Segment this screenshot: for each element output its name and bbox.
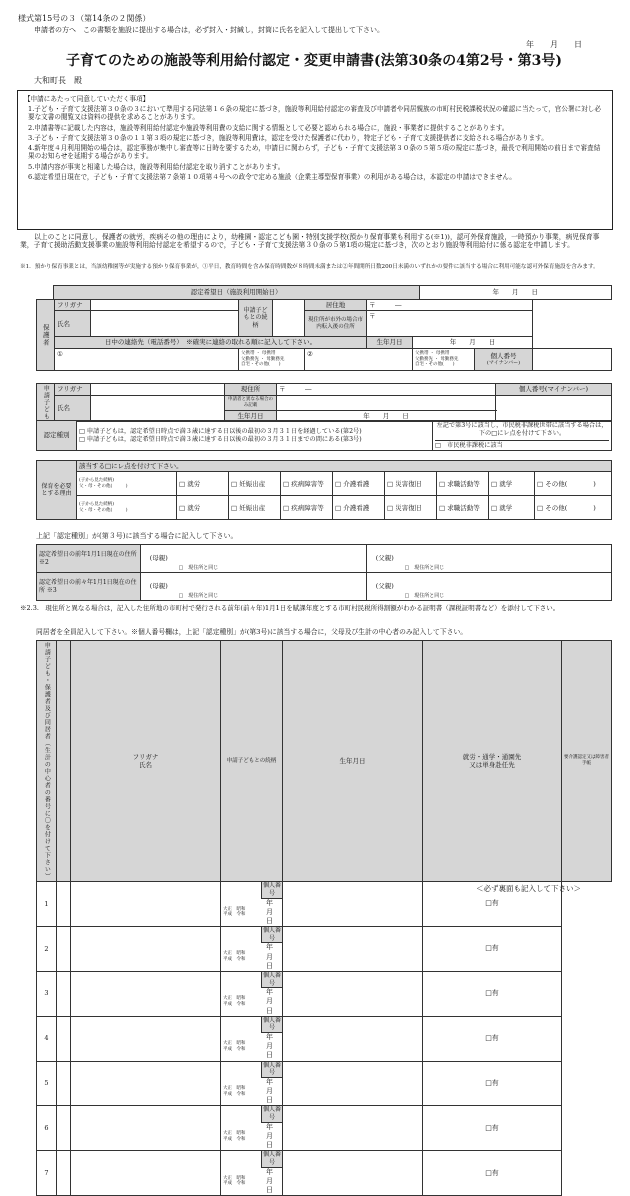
member-care-checkbox[interactable]: □有 bbox=[423, 926, 562, 971]
residence-section bbox=[36, 544, 612, 601]
contact-2-options: 父携帯 ・ 母携帯 父勤務先 ・ 母勤務先 自宅・その他( ) bbox=[413, 348, 475, 370]
mynumber-label bbox=[475, 348, 533, 370]
member-birth-cell bbox=[221, 882, 287, 927]
reason-illness-checkbox[interactable]: □ 疾病障害等 bbox=[281, 472, 333, 496]
member-care-checkbox[interactable]: □有 bbox=[423, 971, 562, 1016]
type-label: 認定種別 bbox=[37, 421, 77, 451]
outside-address-label: 現住所が市外の場合市内転入後の住所 bbox=[305, 311, 367, 337]
member-mynumber-label: 個人番号 bbox=[262, 882, 281, 897]
member-mynumber-label: 個人番号 bbox=[262, 1061, 281, 1077]
household-table bbox=[36, 640, 612, 1196]
consent-item: 3.子ども・子育て支援法第３０条の１１第３項の規定に基づき，施設等利用費は，認定を受けた保護者に代わり，特定子ども・子育て支援提供者に支給される場合があります。 bbox=[28, 133, 548, 142]
member-care-checkbox[interactable]: □有 bbox=[423, 1016, 562, 1061]
member-relation-input[interactable] bbox=[71, 926, 221, 971]
address-input[interactable]: 〒 ― bbox=[367, 300, 533, 311]
member-care-checkbox[interactable]: □有 bbox=[423, 1106, 562, 1151]
number-header bbox=[57, 641, 71, 882]
name-label: 氏名 bbox=[55, 311, 91, 337]
consent-item: 6.認定希望日現在で，子ども・子育て支援法第７条第１０項第４号への政令で定める施設（企業主導型保育事業）の利用がある場合は，本認定の申請はできません。 bbox=[28, 172, 516, 181]
member-relation-input[interactable] bbox=[71, 1151, 221, 1196]
reason-illness-checkbox[interactable]: □ 疾病障害等 bbox=[281, 496, 333, 520]
name-header: フリガナ 氏名 bbox=[71, 641, 221, 882]
residence-heading: 上記「認定種別」が(第３号)に該当する場合に記入して下さい。 bbox=[36, 532, 238, 540]
child-birthdate-input[interactable]: 年 月 日 bbox=[277, 410, 496, 421]
reason-school-checkbox[interactable]: □ 就学 bbox=[489, 496, 535, 520]
father-label: (父親) bbox=[367, 545, 403, 573]
type-2-checkbox[interactable]: □ 申請子どもは，認定希望日時点で満３歳に達する日以後の最初の３月３１日を経過している(第2号) bbox=[79, 427, 362, 435]
reason-other-checkbox[interactable]: □ その他( ) bbox=[535, 496, 612, 520]
type-3-checkbox[interactable]: □ 申請子どもは，認定希望日時点で満３歳に達する日以後の最初の３月３１日までの間にある(第3号) bbox=[79, 435, 362, 443]
child-mynumber-label: 個人番号(マイナンバー) bbox=[496, 384, 612, 396]
row-number: 7 bbox=[37, 1151, 57, 1196]
member-birth-cell bbox=[221, 926, 287, 971]
member-name-input[interactable] bbox=[57, 926, 71, 971]
member-birthdate-input[interactable]: 年 月 日 bbox=[266, 943, 287, 970]
member-birthdate-input[interactable]: 年 月 日 bbox=[266, 988, 287, 1015]
footer-note: ＜必ず裏面も記入して下さい＞ bbox=[476, 884, 581, 893]
date-line: 年 月 日 bbox=[526, 40, 582, 49]
row-number: 2 bbox=[37, 926, 57, 971]
era-options: 大正 昭和 平成 令和 bbox=[223, 1130, 246, 1142]
member-mynumber-label: 個人番号 bbox=[262, 971, 281, 987]
mother-residence-2-input[interactable]: □ 現住所と同じ bbox=[177, 573, 367, 601]
member-birthdate-input[interactable]: 年 月 日 bbox=[266, 898, 287, 925]
child-address-input[interactable]: 〒 ― bbox=[277, 384, 496, 396]
household-row bbox=[37, 1016, 612, 1061]
member-care-checkbox[interactable]: □有 bbox=[423, 882, 562, 927]
wish-date-label: 認定希望日（施設利用開始日） bbox=[53, 286, 419, 300]
household-side-label: 申請子ども・保護者及び同居者（生計の中心者の番号に〇を付けて下さい） bbox=[37, 641, 57, 882]
era-options: 大正 昭和 平成 令和 bbox=[223, 1086, 246, 1097]
application-table bbox=[36, 285, 612, 300]
child-furigana-input[interactable] bbox=[91, 384, 225, 396]
child-birthdate-label: 生年月日 bbox=[225, 410, 277, 421]
submit-note: 申請者の方へ この書類を施設に提出する場合は，必ず封入・封緘し，封筒に氏名を記入して提出して下さい。 bbox=[34, 26, 384, 34]
member-job-input[interactable] bbox=[283, 1151, 423, 1196]
reason-label: 保育を必要とする理由 bbox=[37, 461, 77, 520]
guardian-furigana-input[interactable] bbox=[91, 300, 239, 311]
member-job-input[interactable] bbox=[283, 971, 423, 1016]
member-care-checkbox[interactable]: □有 bbox=[423, 1151, 562, 1196]
member-birth-cell bbox=[221, 1061, 287, 1106]
outside-address-input[interactable]: 〒 bbox=[367, 311, 533, 337]
note-1: ※1．預かり保育事業とは，当該幼稚園等が実施する預かり保育事業が，①平日，教育時間を含み保育時間数が８時間未満または②年間開所日数200日未満のいずれかの要件に該当する場合に利用可能な認可外保育施設を含みます。 bbox=[20, 264, 599, 270]
row-number: 6 bbox=[37, 1106, 57, 1151]
member-birthdate-input[interactable]: 年 月 日 bbox=[266, 1167, 287, 1195]
child-label: 申請子ども bbox=[37, 384, 55, 422]
contact-2-marker: ② bbox=[307, 349, 313, 358]
household-row bbox=[37, 971, 612, 1016]
member-mynumber-label: 個人番号 bbox=[262, 926, 281, 942]
consent-item: 4.新年度４月利用開始の場合は，認定事務が集中し審査等に日時を要するため，申請日に関わらず，子ども・子育て支援法第３０条の５第５項の規定に基づき，最長で利用開始の前日まで審査結果のお知らせを延期する場合があります。 bbox=[28, 144, 601, 161]
child-mynumber-input[interactable] bbox=[496, 396, 612, 422]
row-number: 1 bbox=[37, 882, 57, 927]
member-birth-cell bbox=[221, 1151, 287, 1196]
reason-section bbox=[36, 460, 612, 520]
guardian-mynumber-input[interactable] bbox=[533, 348, 612, 370]
mother-label: (母親) bbox=[141, 545, 177, 573]
era-options: 大正 昭和 平成 令和 bbox=[223, 996, 246, 1007]
care-header: 要介護認定又は障害者手帳 bbox=[562, 641, 612, 882]
row-number: 5 bbox=[37, 1061, 57, 1106]
row-number: 4 bbox=[37, 1016, 57, 1061]
tax-note: 左記で第3号に該当し，市民税非課税世帯に該当する場合は，下の□にレ点を付けて下さい。 bbox=[436, 422, 608, 437]
residence-note: ※2.3. 現住所と異なる場合は，記入した住所地の市町村で発行される前年(前々年)1月1日を賦課年度とする市町村民税所得割額がわかる証明書（課税証明書など）を添付して下さい。 bbox=[20, 604, 560, 612]
member-birth-cell bbox=[221, 1016, 287, 1061]
reason-hint: 該当する□にレ点を付けて下さい。 bbox=[77, 461, 612, 472]
era-options: 大正 昭和 平成 令和 bbox=[223, 1041, 246, 1052]
member-mynumber-label: 個人番号 bbox=[262, 1106, 281, 1122]
guardian-birthdate-input[interactable]: 年 月 日 bbox=[413, 337, 533, 348]
reason-work-checkbox[interactable]: □ 就労 bbox=[177, 472, 229, 496]
guardian-section bbox=[36, 299, 612, 371]
day-contact-label: 日中の連絡先（電話番号） ※確実に連絡の取れる順に記入して下さい。 bbox=[55, 337, 367, 348]
father-residence-1-input[interactable]: □ 現住所と同じ bbox=[403, 545, 612, 573]
reason-other-checkbox[interactable]: □ その他( ) bbox=[535, 472, 612, 496]
birth-header: 生年月日 bbox=[283, 641, 423, 882]
era-options: 大正 昭和 平成 令和 bbox=[223, 1175, 246, 1187]
relation-label: 申請子どもとの続柄 bbox=[239, 300, 273, 337]
agreement-text: 以上のことに同意し，保護者の就労，疾病その他の理由により，幼稚園・認定こども園・特別支援学校(預かり保育事業も利用する(※1))，認可外保育施設，一時預かり事業，病児保育事業，子育て援助活動支援事業の施設等利用給付認定を希望するので，子ども・子育て支援法第３０条の５第1項の規定に基づき，次のとおり施設等利用給付に係る認定を申請します。 bbox=[20, 233, 600, 250]
contact-1-input[interactable] bbox=[55, 348, 239, 370]
reason-disaster-checkbox[interactable]: □ 災害復旧 bbox=[385, 496, 437, 520]
addressee: 大和町長 殿 bbox=[34, 76, 82, 85]
household-row bbox=[37, 1151, 612, 1196]
contact-2-input[interactable] bbox=[305, 348, 413, 370]
member-birth-cell bbox=[221, 1106, 287, 1151]
type-options bbox=[77, 421, 433, 451]
reason-work-checkbox[interactable]: □ 就労 bbox=[177, 496, 229, 520]
reason-care-checkbox[interactable]: □ 介護看護 bbox=[333, 472, 385, 496]
father-label: (父親) bbox=[367, 573, 403, 601]
furigana-label: フリガナ bbox=[55, 300, 91, 311]
child-section bbox=[36, 383, 612, 422]
member-relation-input[interactable] bbox=[71, 1061, 221, 1106]
form-number: 様式第15号の３（第14条の２関係） bbox=[18, 14, 151, 23]
member-job-input[interactable] bbox=[283, 1106, 423, 1151]
tax-box bbox=[433, 421, 612, 451]
mynumber-subtitle: (マイナンバー) bbox=[486, 360, 521, 367]
household-row bbox=[37, 1061, 612, 1106]
mother-label: (母親) bbox=[141, 573, 177, 601]
member-job-input[interactable] bbox=[283, 1061, 423, 1106]
era-options: 大正 昭和 平成 令和 bbox=[223, 951, 246, 963]
child-furigana-label: フリガナ bbox=[55, 384, 91, 396]
child-name-label: 氏名 bbox=[55, 396, 91, 422]
contact-1-marker: ① bbox=[57, 349, 63, 358]
consent-item: 5.申請内容が事実と相違した場合は，施設等利用給付認定を取り消すことがあります。 bbox=[28, 162, 285, 171]
diff-guardian-note: 申請者と異なる場合のみ記載 bbox=[225, 396, 277, 411]
birthdate-label: 生年月日 bbox=[367, 337, 413, 348]
consent-box bbox=[17, 90, 613, 230]
relation-header: 申請子どもとの続柄 bbox=[221, 641, 283, 882]
member-name-input[interactable] bbox=[57, 971, 71, 1016]
member-name-input[interactable] bbox=[57, 1106, 71, 1151]
mother-residence-1-input[interactable]: □ 現住所と同じ bbox=[177, 545, 367, 573]
era-options: 大正 昭和 平成 令和 bbox=[223, 906, 246, 918]
child-address-detail-input[interactable] bbox=[277, 396, 496, 411]
father-residence-2-input[interactable]: □ 現住所と同じ bbox=[403, 573, 612, 601]
member-birthdate-input[interactable]: 年 月 日 bbox=[266, 1122, 287, 1150]
member-relation-input[interactable] bbox=[71, 1016, 221, 1061]
child-name-input[interactable] bbox=[91, 396, 225, 422]
member-relation-input[interactable] bbox=[71, 882, 221, 927]
member-job-input[interactable] bbox=[283, 882, 423, 927]
member-birthdate-input[interactable]: 年 月 日 bbox=[266, 1078, 287, 1105]
wish-date-input[interactable]: 年 月 日 bbox=[419, 286, 611, 300]
tax-checkbox[interactable]: □ 市民税非課税に該当 bbox=[435, 440, 609, 450]
relation-1-input[interactable]: (子から見た続柄) 父・母・その他( ) bbox=[77, 472, 177, 496]
member-name-input[interactable] bbox=[57, 882, 71, 927]
page-title: 子育てのための施設等利用給付認定・変更申請書(法第30条の4第2号・第3号) bbox=[66, 53, 562, 69]
household-row bbox=[37, 926, 612, 971]
member-name-input[interactable] bbox=[57, 1151, 71, 1196]
member-birth-cell bbox=[221, 971, 287, 1016]
member-job-input[interactable] bbox=[283, 1016, 423, 1061]
member-name-input[interactable] bbox=[57, 1061, 71, 1106]
reason-jobseek-checkbox[interactable]: □ 求職活動等 bbox=[437, 472, 489, 496]
residence-1-label: 認定希望日の前年1月1日現在の住所 ※2 bbox=[37, 545, 141, 573]
reason-care-checkbox[interactable]: □ 介護看護 bbox=[333, 496, 385, 520]
relation-2-input[interactable]: (子から見た続柄) 父・母・その他( ) bbox=[77, 496, 177, 520]
mynumber-title: 個人番号 bbox=[490, 352, 517, 361]
consent-item: 1.子ども・子育て支援法第３０条の３において準用する同法第１６条の規定に基づき，施設等利用給付認定の審査及び申請者や同居親族の市町村民税課税状況の確認に当たって，官公署に対し必要な文書の閲覧又は資料の提供を求めることがあります。 bbox=[28, 105, 601, 122]
member-mynumber-label: 個人番号 bbox=[262, 1016, 281, 1032]
member-relation-input[interactable] bbox=[71, 971, 221, 1016]
relation-input[interactable] bbox=[273, 300, 305, 337]
household-row bbox=[37, 1106, 612, 1151]
type-section bbox=[36, 420, 612, 451]
current-address-label: 現住所 bbox=[225, 384, 277, 396]
household-heading: 同居者を全員記入して下さい。※個人番号欄は，上記「認定種別」が(第3号)に該当する場合に，父母及び生計の中心者のみ記入して下さい。 bbox=[36, 628, 468, 636]
residence-2-label: 認定希望日の前々年1月1日現在の住所 ※3 bbox=[37, 573, 141, 601]
member-name-input[interactable] bbox=[57, 1016, 71, 1061]
reason-pregnancy-checkbox[interactable]: □ 妊娠出産 bbox=[229, 472, 281, 496]
guardian-label: 保護者 bbox=[37, 300, 55, 371]
reason-school-checkbox[interactable]: □ 就学 bbox=[489, 472, 535, 496]
consent-heading: 【申請にあたって同意していただく事項】 bbox=[24, 95, 150, 103]
job-header: 就労・通学・通園先 又は単身赴任先 bbox=[423, 641, 562, 882]
consent-item: 2.申請書等に記載した内容は，施設等利用給付認定や施設等利用費の支給に関する情報として必要と認められる場合に，施設・事業者に提供することがあります。 bbox=[28, 123, 509, 132]
member-care-checkbox[interactable]: □有 bbox=[423, 1061, 562, 1106]
row-number: 3 bbox=[37, 971, 57, 1016]
member-mynumber-label: 個人番号 bbox=[262, 1151, 281, 1167]
reason-disaster-checkbox[interactable]: □ 災害復旧 bbox=[385, 472, 437, 496]
contact-1-options: 父携帯 ・ 母携帯 父勤務先 ・ 母勤務先 自宅・その他( ) bbox=[239, 348, 305, 370]
member-relation-input[interactable] bbox=[71, 1106, 221, 1151]
member-job-input[interactable] bbox=[283, 926, 423, 971]
member-birthdate-input[interactable]: 年 月 日 bbox=[266, 1033, 287, 1060]
reason-pregnancy-checkbox[interactable]: □ 妊娠出産 bbox=[229, 496, 281, 520]
address-label: 居住地 bbox=[305, 300, 367, 311]
reason-jobseek-checkbox[interactable]: □ 求職活動等 bbox=[437, 496, 489, 520]
guardian-name-input[interactable] bbox=[91, 311, 239, 337]
